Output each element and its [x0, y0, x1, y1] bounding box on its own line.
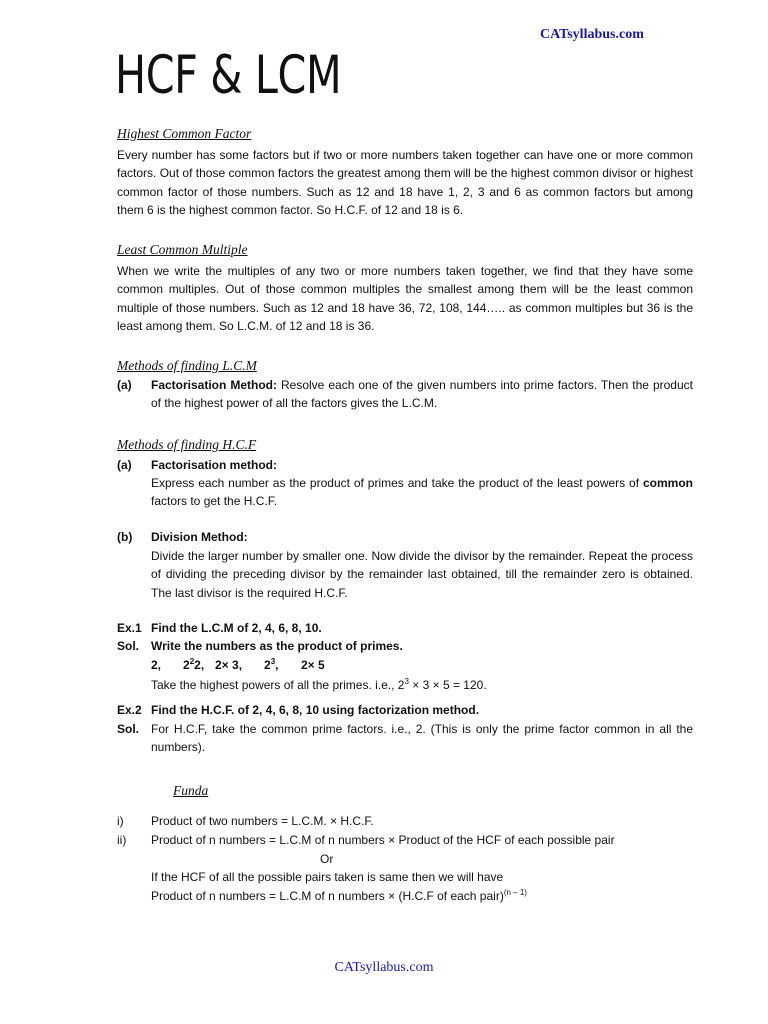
methods-hcf-heading: Methods of finding H.C.F [117, 437, 257, 452]
lcm-heading: Least Common Multiple [117, 242, 248, 257]
methods-hcf-a-body [151, 474, 693, 511]
funda-final-text: Product of n numbers = L.C.M of n numbers × (H.C.F of each pair)$^{(n - 1)}$ [151, 888, 527, 903]
methods-hcf-b-label: (b) [117, 530, 133, 544]
methods-hcf-a-title: Factorisation method: [151, 458, 278, 472]
methods-hcf-a-text-bold: common [642, 476, 693, 490]
methods-hcf-b-text: Divide the larger number by smaller one. Now divide the divisor by the remainder. Repeat the process of dividing the preceding divisor by the remainder last obtained, till the remainder zero is obtained. The last divisor is the required H.C.F. [151, 549, 693, 600]
hcf-paragraph: Every number has some factors but if two or more numbers taken together can have one or more common factors. Out of those common factors the greatest among them will be the highest common divisor or highest common factor of those numbers. Such as 12 and 18 have 1, 2, 3 and 6 as common factors but among them 6 is the highest common factor. So H.C.F. of 12 and 18 is 6. [117, 148, 693, 218]
funda-i-text: Product of two numbers = L.C.M. × H.C.F. [151, 814, 374, 828]
funda-or: Or [320, 852, 334, 866]
site-header-link[interactable]: CATsyllabus.com [540, 27, 644, 42]
ex2-sol-text: For H.C.F, take the common prime factors. i.e., 2. (This is only the prime factor common in all the numbers). [151, 722, 693, 755]
methods-hcf-a-text-1: Express each number as the product of primes and take the product of the least powers of [151, 476, 643, 490]
funda-ii-label: ii) [117, 833, 127, 847]
funda-ii-text: Product of n numbers = L.C.M of n numbers × Product of the HCF of each possible pair [151, 833, 615, 847]
lcm-paragraph: When we write the multiples of any two or more numbers taken together, we find that they have some common multiples. Out of those common multiples the smallest among them will be the least common multiple of those numbers. Such as 12 and 18 have 36, 72, 108, 144….. as common multiples but 36 is the least among them. So L.C.M. of 12 and 18 is 36. [117, 264, 693, 334]
methods-lcm-heading: Methods of finding L.C.M [117, 358, 257, 373]
ex1-question: Find the L.C.M of 2, 4, 6, 8, 10. [151, 621, 322, 635]
ex1-prime-3: 2× 3, [215, 658, 243, 672]
ex2-sol-label: Sol. [117, 722, 140, 736]
funda-heading: Funda [173, 783, 209, 798]
hcf-heading: Highest Common Factor [117, 126, 252, 141]
ex1-sol-label: Sol. [117, 639, 140, 653]
ex2-label: Ex.2 [117, 703, 142, 717]
methods-hcf-a-text-2: factors to get the H.C.F. [151, 494, 278, 509]
methods-lcm-a-text: Resolve each one of the given numbers into prime factors. Then the product of the highest power of all the factors gives the L.C.M. [151, 378, 693, 411]
ex2-question: Find the H.C.F. of 2, 4, 6, 8, 10 using factorization method. [151, 703, 480, 717]
funda-i-label: i) [117, 814, 124, 828]
funda-if-text: If the HCF of all the possible pairs taken is same then we will have [151, 870, 504, 884]
methods-lcm-a-title: Factorisation Method: [151, 378, 277, 392]
ex1-label: Ex.1 [117, 621, 142, 635]
methods-hcf-a-label: (a) [117, 458, 132, 472]
site-footer-link[interactable]: CATsyllabus.com [334, 960, 434, 975]
ex1-prime-5: 2× 5 [301, 658, 325, 672]
ex1-prime-2: $2^22$, [183, 657, 205, 672]
ex1-prime-1: 2, [151, 658, 162, 672]
ex1-result: Take the highest powers of all the primes. i.e., $2^3 \times 3 \times 5 = 120$. [151, 677, 487, 692]
ex1-prime-4: $2^3$, [264, 657, 279, 672]
methods-lcm-a-body [151, 376, 693, 413]
page-title: HCF & LCM [115, 45, 342, 106]
methods-lcm-a-label: (a) [117, 378, 132, 392]
methods-hcf-b-title: Division Method: [151, 530, 248, 544]
ex1-sol-text: Write the numbers as the product of primes. [151, 639, 403, 653]
